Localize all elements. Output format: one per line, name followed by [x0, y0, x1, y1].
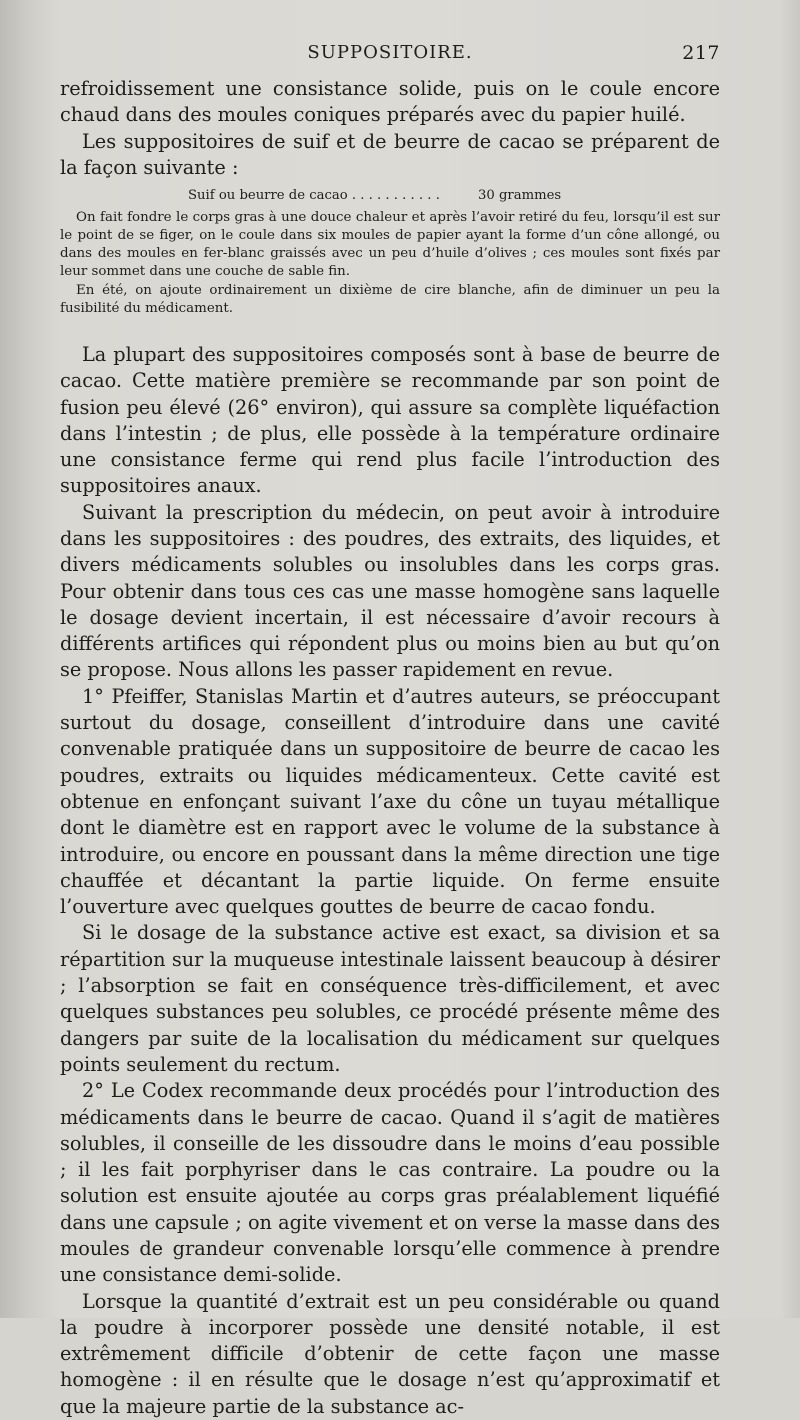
paragraph-7: 2° Le Codex recommande deux procédés pour l’introduction des médicaments dans le beurre de cacao. Quand il s’agit de matières solubles, il conseille de les dissoudre dans le moins d’eau possible ; il les fait porphyriser dans le cas contraire. La poudre ou la solution est ensuite ajoutée au corps gras préalablement liquéfié dans une capsule ; on agite vivement et on verse la masse dans des moules de grandeur convenable lorsqu’elle commence à prendre une consistance demi-solide. — [60, 1079, 720, 1287]
running-header — [60, 42, 720, 76]
page-number: 217 — [682, 42, 720, 64]
small-print-block — [60, 209, 720, 318]
page-title: SUPPOSITOIRE. — [307, 42, 473, 63]
paragraph-6: Si le dosage de la substance active est exact, sa division et sa répartition sur la muqueuse intestinale laissent beaucoup à désirer ; l’absorption se fait en conséquence très-difficilement, et avec quelques substances peu solubles, ce procédé présente même des dangers par suite de la localisation du médicament sur quelques points seulement du rectum. — [60, 921, 720, 1076]
paragraph-2: Les suppositoires de suif et de beurre de cacao se préparent de la façon suivante : — [60, 129, 720, 179]
paragraph-5: 1° Pfeiffer, Stanislas Martin et d’autres auteurs, se préoccupant surtout du dosage, conseillent d’introduire dans une cavité convenable pratiquée dans un suppositoire de beurre de cacao les poudres, extraits ou liquides médicamenteux. Cette cavité est obtenue en enfonçant suivant l’axe du cône un tuyau métallique dont le diamètre est en rapport avec le volume de la substance à introduire, ou encore en poussant dans la même direction une tige chauffée et décantant la partie liquide. On ferme ensuite l’ouverture avec quelques gouttes de beurre de cacao fondu. — [60, 684, 720, 919]
formula-ingredient: Suif ou beurre de cacao . . . . . . . . . . . — [188, 188, 440, 204]
small-paragraph-2: En été, on ajoute ordinairement un dixième de cire blanche, afin de diminuer un peu la fusibilité du médicament. — [60, 282, 720, 316]
formula-quantity: 30 grammes — [478, 188, 562, 204]
paragraph-4: Suivant la prescription du médecin, on peut avoir à introduire dans les suppositoires : des poudres, des extraits, des liquides, et divers médicaments solubles ou insolubles dans les corps gras. Pour obtenir dans tous ces cas une masse homogène sans laquelle le dosage devient incertain, il est nécessaire d’avoir recours à différents artifices qui répondent plus ou moins bien au but qu’on se propose. Nous allons les passer rapidement en revue. — [60, 500, 720, 682]
small-paragraph-1: On fait fondre le corps gras à une douce chaleur et après l’avoir retiré du feu, lorsqu’il est sur le point de se figer, on le coule dans six moules de papier ayant la forme d’un cône allongé, ou dans des moules en fer-blanc graissés avec un peu d’huile d’olives ; ces moules sont fixés par leur sommet dans une couche de sable fin. — [60, 209, 720, 280]
formula-line — [60, 187, 720, 205]
paragraph-8: Lorsque la quantité d’extrait est un peu considérable ou quand la poudre à incorporer possède une densité notable, il est extrêmement difficile d’obtenir de cette façon une masse homogène : il en résulte que le dosage n’est qu’approximatif et que la majeure partie de la substance ac- — [60, 1289, 720, 1418]
paragraph-3: La plupart des suppositoires composés sont à base de beurre de cacao. Cette matière première se recommande par son point de fusion peu élevé (26° environ), qui assure sa complète liquéfaction dans l’intestin ; de plus, elle possède à la température ordinaire une consistance ferme qui rend plus facile l’introduction des suppositoires anaux. — [60, 342, 720, 498]
paragraph-1: refroidissement une consistance solide, puis on le coule encore chaud dans des moules coniques préparés avec du papier huilé. — [60, 77, 720, 127]
section-spacer — [60, 318, 720, 342]
